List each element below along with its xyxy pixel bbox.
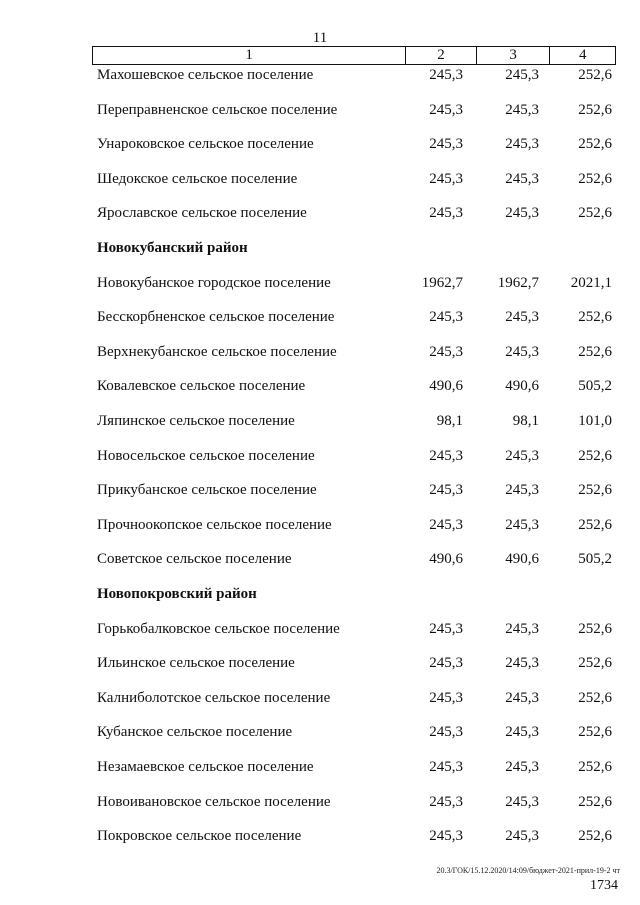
value-col-4: 252,6	[578, 343, 612, 360]
value-col-2: 245,3	[429, 67, 463, 83]
value-col-4: 2021,1	[570, 274, 612, 291]
settlement-name: Калниболотское сельское поселение	[97, 689, 331, 706]
value-col-3: 245,3	[505, 170, 539, 187]
table-row	[97, 757, 614, 777]
value-col-4: 252,6	[578, 136, 612, 153]
value-col-3: 245,3	[505, 309, 539, 326]
table-row	[97, 722, 614, 742]
value-col-2: 245,3	[429, 101, 463, 118]
table-row	[97, 480, 614, 500]
settlement-name: Переправненское сельское поселение	[97, 101, 338, 118]
column-header-1: 1	[245, 47, 253, 63]
page-number-top: 11	[312, 30, 328, 46]
value-col-2: 245,3	[429, 482, 463, 499]
value-col-4: 252,6	[578, 447, 612, 464]
value-col-4: 252,6	[578, 793, 612, 810]
table-row	[97, 653, 614, 673]
value-col-3: 245,3	[505, 793, 539, 810]
value-col-4: 252,6	[578, 482, 612, 499]
value-col-2: 245,3	[429, 170, 463, 187]
value-col-3: 490,6	[505, 551, 539, 568]
value-col-2: 245,3	[429, 689, 463, 706]
value-col-4: 505,2	[578, 378, 612, 395]
table-row	[97, 619, 614, 639]
value-col-3: 245,3	[505, 724, 539, 741]
value-col-4: 252,6	[578, 205, 612, 222]
value-col-2: 98,1	[436, 413, 463, 429]
value-col-4: 252,6	[578, 689, 612, 706]
table-row	[97, 411, 614, 431]
settlement-name: Горькобалковское сельское поселение	[97, 620, 340, 637]
value-col-4: 252,6	[578, 655, 612, 672]
table-row	[97, 342, 614, 362]
value-col-3: 245,3	[505, 205, 539, 222]
table-row	[97, 549, 614, 569]
district-heading	[97, 584, 614, 604]
value-col-3: 245,3	[505, 828, 539, 845]
table-row	[97, 100, 614, 120]
value-col-2: 245,3	[429, 828, 463, 845]
value-col-3: 245,3	[505, 620, 539, 637]
settlement-name: Ярославское сельское поселение	[97, 205, 307, 222]
table-row	[97, 376, 614, 396]
column-header-4: 4	[549, 47, 615, 64]
table-row	[97, 203, 614, 223]
table-row	[97, 515, 614, 535]
value-col-2: 245,3	[429, 205, 463, 222]
value-col-2: 1962,7	[421, 274, 463, 291]
settlement-name: Ковалевское сельское поселение	[97, 378, 306, 395]
value-col-3: 245,3	[505, 516, 539, 533]
value-col-2: 245,3	[429, 759, 463, 775]
value-col-4: 252,6	[578, 309, 612, 326]
value-col-3: 1962,7	[497, 274, 539, 291]
settlement-name: Новоивановское сельское поселение	[97, 793, 331, 810]
table-row	[97, 446, 614, 466]
value-col-4: 252,6	[578, 828, 612, 845]
value-col-4: 252,6	[578, 101, 612, 118]
value-col-4: 252,6	[578, 724, 612, 741]
value-col-4: 252,6	[578, 620, 612, 637]
value-col-2: 245,3	[429, 309, 463, 326]
settlement-name: Незамаевское сельское поселение	[97, 759, 314, 775]
settlement-name: Советское сельское поселение	[97, 551, 292, 568]
table-row	[97, 826, 614, 846]
settlement-name: Кубанское сельское поселение	[97, 724, 293, 741]
settlement-name: Махошевское сельское поселение	[97, 67, 314, 83]
district-name: Новопокровский район	[97, 586, 257, 602]
value-col-3: 245,3	[505, 101, 539, 118]
value-col-3: 245,3	[505, 759, 539, 775]
table-row	[97, 65, 614, 85]
value-col-2: 490,6	[429, 551, 463, 568]
value-col-3: 245,3	[505, 655, 539, 672]
page-number-bottom: 1734	[590, 878, 618, 893]
district-heading	[97, 238, 614, 258]
value-col-3: 245,3	[505, 689, 539, 706]
settlement-name: Прикубанское сельское поселение	[97, 482, 317, 499]
table-row	[97, 134, 614, 154]
value-col-3: 490,6	[505, 378, 539, 395]
value-col-3: 245,3	[505, 482, 539, 499]
table-row	[97, 273, 614, 293]
settlement-name: Верхнекубанское сельское поселение	[97, 343, 337, 360]
value-col-2: 490,6	[429, 378, 463, 395]
settlement-name: Унароковское сельское поселение	[97, 136, 314, 153]
value-col-4: 252,6	[578, 67, 612, 83]
value-col-3: 245,3	[505, 136, 539, 153]
value-col-4: 252,6	[578, 516, 612, 533]
settlement-name: Бесскорбненское сельское поселение	[97, 309, 335, 326]
value-col-2: 245,3	[429, 620, 463, 637]
table-row	[97, 792, 614, 812]
value-col-3: 245,3	[505, 67, 539, 83]
value-col-4: 252,6	[578, 170, 612, 187]
value-col-4: 101,0	[578, 413, 612, 429]
footer-document-code: 20.3/ГОК/15.12.2020/14:09/бюджет-2021-прил-19-2 чт	[436, 866, 620, 875]
settlement-name: Покровское сельское поселение	[97, 828, 302, 845]
table-row	[97, 307, 614, 327]
district-name: Новокубанский район	[97, 240, 248, 256]
settlement-name: Новосельское сельское поселение	[97, 447, 315, 464]
value-col-2: 245,3	[429, 516, 463, 533]
table-row	[97, 169, 614, 189]
column-header-3: 3	[476, 47, 550, 64]
settlement-name: Шедокское сельское поселение	[97, 170, 298, 187]
value-col-2: 245,3	[429, 343, 463, 360]
value-col-2: 245,3	[429, 447, 463, 464]
settlement-name: Ильинское сельское поселение	[97, 655, 295, 672]
settlement-name: Прочноокопское сельское поселение	[97, 516, 332, 533]
value-col-3: 245,3	[505, 447, 539, 464]
value-col-4: 505,2	[578, 551, 612, 568]
settlement-name: Новокубанское городское поселение	[97, 274, 331, 291]
value-col-2: 245,3	[429, 724, 463, 741]
settlement-name: Ляпинское сельское поселение	[97, 413, 295, 429]
table-row	[97, 688, 614, 708]
value-col-2: 245,3	[429, 655, 463, 672]
value-col-3: 98,1	[512, 413, 539, 429]
value-col-2: 245,3	[429, 793, 463, 810]
value-col-4: 252,6	[578, 759, 612, 775]
value-col-2: 245,3	[429, 136, 463, 153]
value-col-3: 245,3	[505, 343, 539, 360]
column-header-2: 2	[405, 47, 476, 64]
